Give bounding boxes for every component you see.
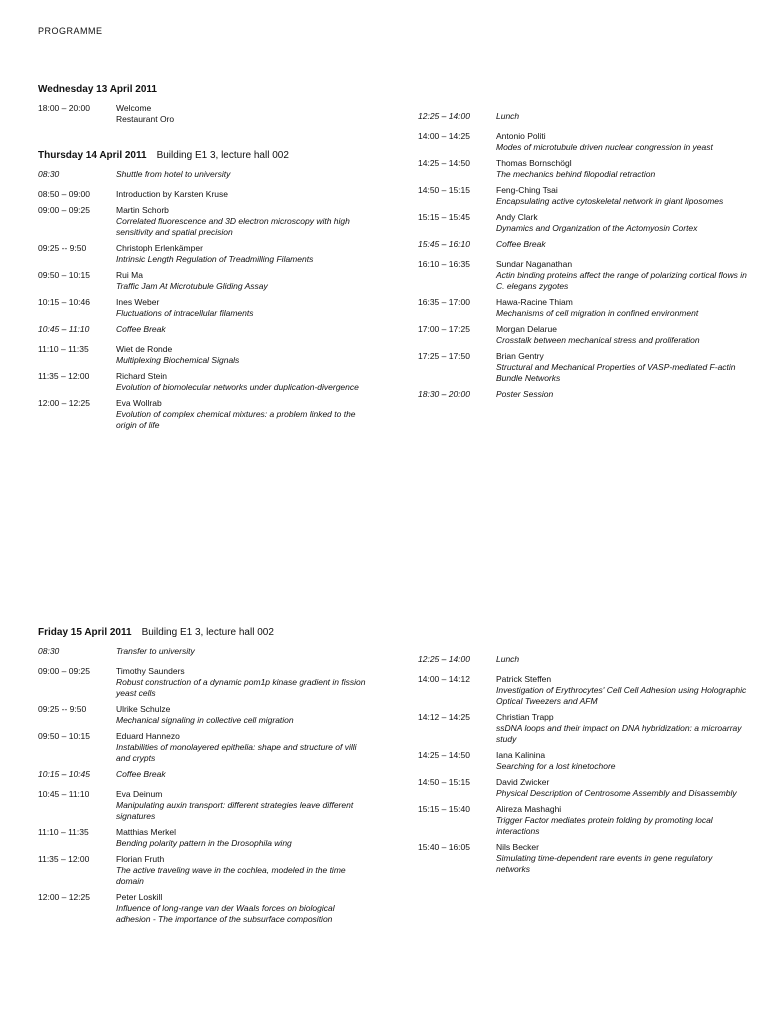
schedule-row <box>418 324 748 346</box>
speaker-name: Martin Schorb <box>116 205 169 215</box>
talk-title: Evolution of biomolecular networks under duplication-divergence <box>116 382 359 392</box>
entry-info <box>496 111 748 122</box>
speaker-name: Ulrike Schulze <box>116 704 171 714</box>
time-slot: 15:15 – 15:45 <box>418 212 470 222</box>
thursday-venue: Building E1 3, lecture hall 002 <box>156 150 289 161</box>
speaker-name: Morgan Delarue <box>496 324 557 334</box>
talk-title: Instabilities of monolayered epithelia: shape and structure of villi and crypts <box>116 742 357 763</box>
speaker-name: Antonio Politi <box>496 131 546 141</box>
speaker-name: Brian Gentry <box>496 351 544 361</box>
speaker-name: Alireza Mashaghi <box>496 804 562 814</box>
time-slot: 16:10 – 16:35 <box>418 259 470 269</box>
entry-info <box>496 212 748 234</box>
entry-info <box>496 674 748 707</box>
speaker-name: Introduction by Karsten Kruse <box>116 189 228 199</box>
schedule-row <box>38 789 368 822</box>
schedule-row <box>38 854 368 887</box>
entry-info <box>116 398 368 431</box>
talk-title: Investigation of Erythrocytes' Cell Cell Adhesion using Holographic Optical Tweezers and AFM <box>496 685 747 706</box>
entry-info <box>116 371 368 393</box>
friday-right-column <box>418 650 748 880</box>
speaker-name: Rui Ma <box>116 270 143 280</box>
time-slot: 14:12 – 14:25 <box>418 712 470 722</box>
time-slot: 11:35 – 12:00 <box>38 854 90 864</box>
speaker-name: Timothy Saunders <box>116 666 185 676</box>
speaker-name: Eduard Hannezo <box>116 731 180 741</box>
talk-title: Dynamics and Organization of the Actomyosin Cortex <box>496 223 698 233</box>
schedule-break <box>418 389 748 400</box>
talk-title: Influence of long-range van der Waals forces on biological adhesion - The importance of the subsurface composition <box>116 903 335 924</box>
time-slot: 17:25 – 17:50 <box>418 351 470 361</box>
entry-info <box>496 297 748 319</box>
entry-info <box>116 243 368 265</box>
schedule-row <box>38 892 368 925</box>
time-slot: 09:25 -- 9:50 <box>38 704 87 714</box>
schedule-row <box>38 270 368 292</box>
time-slot: 10:45 – 11:10 <box>38 324 90 334</box>
speaker-name: Eva Deinum <box>116 789 163 799</box>
time-slot: 09:25 -- 9:50 <box>38 243 87 253</box>
time-slot: 15:40 – 16:05 <box>418 842 470 852</box>
entry-info <box>496 654 748 665</box>
thursday-title: Thursday 14 April 2011 <box>38 150 147 161</box>
entry-info <box>496 804 748 837</box>
speaker-name: Sundar Naganathan <box>496 259 573 269</box>
speaker-name: Nils Becker <box>496 842 539 852</box>
speaker-name: Patrick Steffen <box>496 674 552 684</box>
talk-title: Actin binding proteins affect the range of polarizing cortical flows in C. elegans zygotes <box>496 270 747 291</box>
thursday-left-column <box>38 150 368 436</box>
friday-venue: Building E1 3, lecture hall 002 <box>141 627 274 638</box>
speaker-name: Richard Stein <box>116 371 168 381</box>
time-slot: 12:25 – 14:00 <box>418 654 470 664</box>
talk-title: ssDNA loops and their impact on DNA hybridization: a microarray study <box>496 723 742 744</box>
entry-info <box>496 389 748 400</box>
time-slot: 09:50 – 10:15 <box>38 731 90 741</box>
time-slot: 15:45 – 16:10 <box>418 239 470 249</box>
time-slot: 18:30 – 20:00 <box>418 389 470 399</box>
entry-info <box>116 270 368 292</box>
talk-title: Intrinsic Length Regulation of Treadmilling Filaments <box>116 254 314 264</box>
break-label: Lunch <box>496 111 520 121</box>
entry-info <box>496 750 748 772</box>
entry-info <box>116 731 368 764</box>
friday-left-list <box>38 646 368 925</box>
talk-title: Encapsulating active cytoskeletal network in giant liposomes <box>496 196 724 206</box>
talk-title: Mechanisms of cell migration in confined environment <box>496 308 699 318</box>
talk-title: Robust construction of a dynamic pom1p kinase gradient in fission yeast cells <box>116 677 366 698</box>
time-slot: 12:25 – 14:00 <box>418 111 470 121</box>
schedule-row <box>38 371 368 393</box>
time-slot: 08:30 <box>38 646 60 656</box>
schedule-row <box>418 777 748 799</box>
time-slot: 08:30 <box>38 169 60 179</box>
break-label: Coffee Break <box>496 239 546 249</box>
speaker-name: Christian Trapp <box>496 712 554 722</box>
break-label: Transfer to university <box>116 646 195 656</box>
schedule-row <box>418 842 748 875</box>
time-slot: 08:50 – 09:00 <box>38 189 90 199</box>
talk-title: Multiplexing Biochemical Signals <box>116 355 240 365</box>
schedule-row <box>418 259 748 292</box>
break-label: Lunch <box>496 654 520 664</box>
time-slot: 09:00 – 09:25 <box>38 666 90 676</box>
speaker-name: Hawa-Racine Thiam <box>496 297 573 307</box>
talk-title: Fluctuations of intracellular filaments <box>116 308 254 318</box>
thursday-right-column <box>418 107 748 409</box>
break-label: Shuttle from hotel to university <box>116 169 231 179</box>
entry-info <box>116 344 368 366</box>
entry-info <box>116 646 368 657</box>
time-slot: 14:25 – 14:50 <box>418 750 470 760</box>
time-slot: 14:00 – 14:25 <box>418 131 470 141</box>
speaker-name: Christoph Erlenkämper <box>116 243 203 253</box>
schedule-row <box>418 750 748 772</box>
schedule-break <box>38 769 368 780</box>
day-title-friday <box>38 627 368 638</box>
talk-title: Correlated fluorescence and 3D electron microscopy with high sensitivity and spatial precision <box>116 216 350 237</box>
talk-title: The active traveling wave in the cochlea, modeled in the time domain <box>116 865 346 886</box>
entry-info <box>116 789 368 822</box>
speaker-name: Ines Weber <box>116 297 160 307</box>
break-label: Coffee Break <box>116 769 166 779</box>
friday-right-list <box>418 654 748 875</box>
programme-header: PROGRAMME <box>38 26 103 36</box>
entry-info <box>116 189 368 200</box>
talk-title: The mechanics behind filopodial retraction <box>496 169 656 179</box>
talk-title: Trigger Factor mediates protein folding by promoting local interactions <box>496 815 713 836</box>
thursday-right-list <box>418 111 748 400</box>
speaker-name: Iana Kalinina <box>496 750 546 760</box>
talk-title: Bending polarity pattern in the Drosophila wing <box>116 838 292 848</box>
time-slot: 12:00 – 12:25 <box>38 398 90 408</box>
entry-info <box>116 297 368 319</box>
schedule-row <box>38 344 368 366</box>
speaker-name: David Zwicker <box>496 777 550 787</box>
schedule-row <box>418 131 748 153</box>
speaker-name: Florian Fruth <box>116 854 165 864</box>
time-slot: 11:35 – 12:00 <box>38 371 90 381</box>
speaker-name: Thomas Bornschögl <box>496 158 572 168</box>
entry-info <box>496 239 748 250</box>
time-slot: 14:50 – 15:15 <box>418 185 470 195</box>
entry-info <box>496 324 748 346</box>
talk-title: Manipulating auxin transport: different strategies leave different signatures <box>116 800 354 821</box>
speaker-name: Eva Wollrab <box>116 398 162 408</box>
entry-title: Welcome <box>116 103 152 113</box>
talk-title: Structural and Mechanical Properties of VASP-mediated F-actin Bundle Networks <box>496 362 736 383</box>
time-slot: 11:10 – 11:35 <box>38 344 89 354</box>
time-slot: 10:15 – 10:45 <box>38 769 90 779</box>
entry-info <box>116 892 368 925</box>
speaker-name: Matthias Merkel <box>116 827 176 837</box>
schedule-break <box>38 324 368 335</box>
friday-left-column <box>38 627 368 930</box>
schedule-row <box>38 398 368 431</box>
time-slot: 10:45 – 11:10 <box>38 789 90 799</box>
schedule-break <box>418 111 748 122</box>
schedule-row <box>38 704 368 726</box>
break-label: Poster Session <box>496 389 554 399</box>
entry-info <box>116 854 368 887</box>
entry-info <box>496 259 748 292</box>
wednesday-title: Wednesday 13 April 2011 <box>38 84 157 95</box>
schedule-row <box>418 212 748 234</box>
schedule-break <box>38 646 368 657</box>
speaker-name: Wiet de Ronde <box>116 344 173 354</box>
talk-title: Searching for a lost kinetochore <box>496 761 616 771</box>
talk-title: Simulating time-dependent rare events in gene regulatory networks <box>496 853 713 874</box>
break-label: Coffee Break <box>116 324 166 334</box>
schedule-row <box>418 804 748 837</box>
schedule-break <box>418 239 748 250</box>
time-slot: 12:00 – 12:25 <box>38 892 90 902</box>
entry-info <box>116 769 368 780</box>
day-title-thursday <box>38 150 368 161</box>
entry-info <box>496 158 748 180</box>
schedule-row <box>38 243 368 265</box>
entry-info <box>496 131 748 153</box>
wednesday-section <box>38 84 368 130</box>
schedule-row <box>418 712 748 745</box>
schedule-row <box>418 158 748 180</box>
entry-info <box>496 185 748 207</box>
entry-info <box>116 704 368 726</box>
time-slot: 14:25 – 14:50 <box>418 158 470 168</box>
talk-title: Mechanical signaling in collective cell migration <box>116 715 294 725</box>
time-slot: 18:00 – 20:00 <box>38 103 90 113</box>
entry-info <box>116 205 368 238</box>
day-title-wednesday <box>38 84 368 95</box>
talk-title: Modes of microtubule driven nuclear congression in yeast <box>496 142 713 152</box>
schedule-break <box>418 654 748 665</box>
friday-title: Friday 15 April 2011 <box>38 627 132 638</box>
time-slot: 16:35 – 17:00 <box>418 297 470 307</box>
entry-info <box>116 666 368 699</box>
time-slot: 10:15 – 10:46 <box>38 297 90 307</box>
schedule-row <box>38 666 368 699</box>
time-slot: 17:00 – 17:25 <box>418 324 470 334</box>
schedule-row <box>38 205 368 238</box>
time-slot: 11:10 – 11:35 <box>38 827 89 837</box>
entry-info <box>496 777 748 799</box>
entry-info <box>496 842 748 875</box>
schedule-row <box>418 185 748 207</box>
talk-title: Evolution of complex chemical mixtures: a problem linked to the origin of life <box>116 409 356 430</box>
entry-info <box>116 324 368 335</box>
time-slot: 09:00 – 09:25 <box>38 205 90 215</box>
speaker-name: Feng-Ching Tsai <box>496 185 558 195</box>
entry-info <box>116 169 368 180</box>
speaker-name: Peter Loskill <box>116 892 163 902</box>
talk-title: Traffic Jam At Microtubule Gliding Assay <box>116 281 268 291</box>
schedule-row <box>38 827 368 849</box>
thursday-left-list <box>38 169 368 431</box>
entry-info <box>116 827 368 849</box>
schedule-row <box>418 297 748 319</box>
schedule-break <box>38 169 368 180</box>
talk-title: Crosstalk between mechanical stress and proliferation <box>496 335 700 345</box>
time-slot: 14:00 – 14:12 <box>418 674 470 684</box>
entry-info <box>496 351 748 384</box>
time-slot: 14:50 – 15:15 <box>418 777 470 787</box>
entry-info <box>496 712 748 745</box>
schedule-row <box>418 674 748 707</box>
schedule-row <box>418 351 748 384</box>
schedule-row <box>38 189 368 200</box>
talk-title: Physical Description of Centrosome Assembly and Disassembly <box>496 788 737 798</box>
schedule-row <box>38 297 368 319</box>
time-slot: 09:50 – 10:15 <box>38 270 90 280</box>
entry-subtitle: Restaurant Oro <box>116 114 175 124</box>
speaker-name: Andy Clark <box>496 212 538 222</box>
time-slot: 15:15 – 15:40 <box>418 804 470 814</box>
schedule-row <box>38 103 368 125</box>
schedule-row <box>38 731 368 764</box>
